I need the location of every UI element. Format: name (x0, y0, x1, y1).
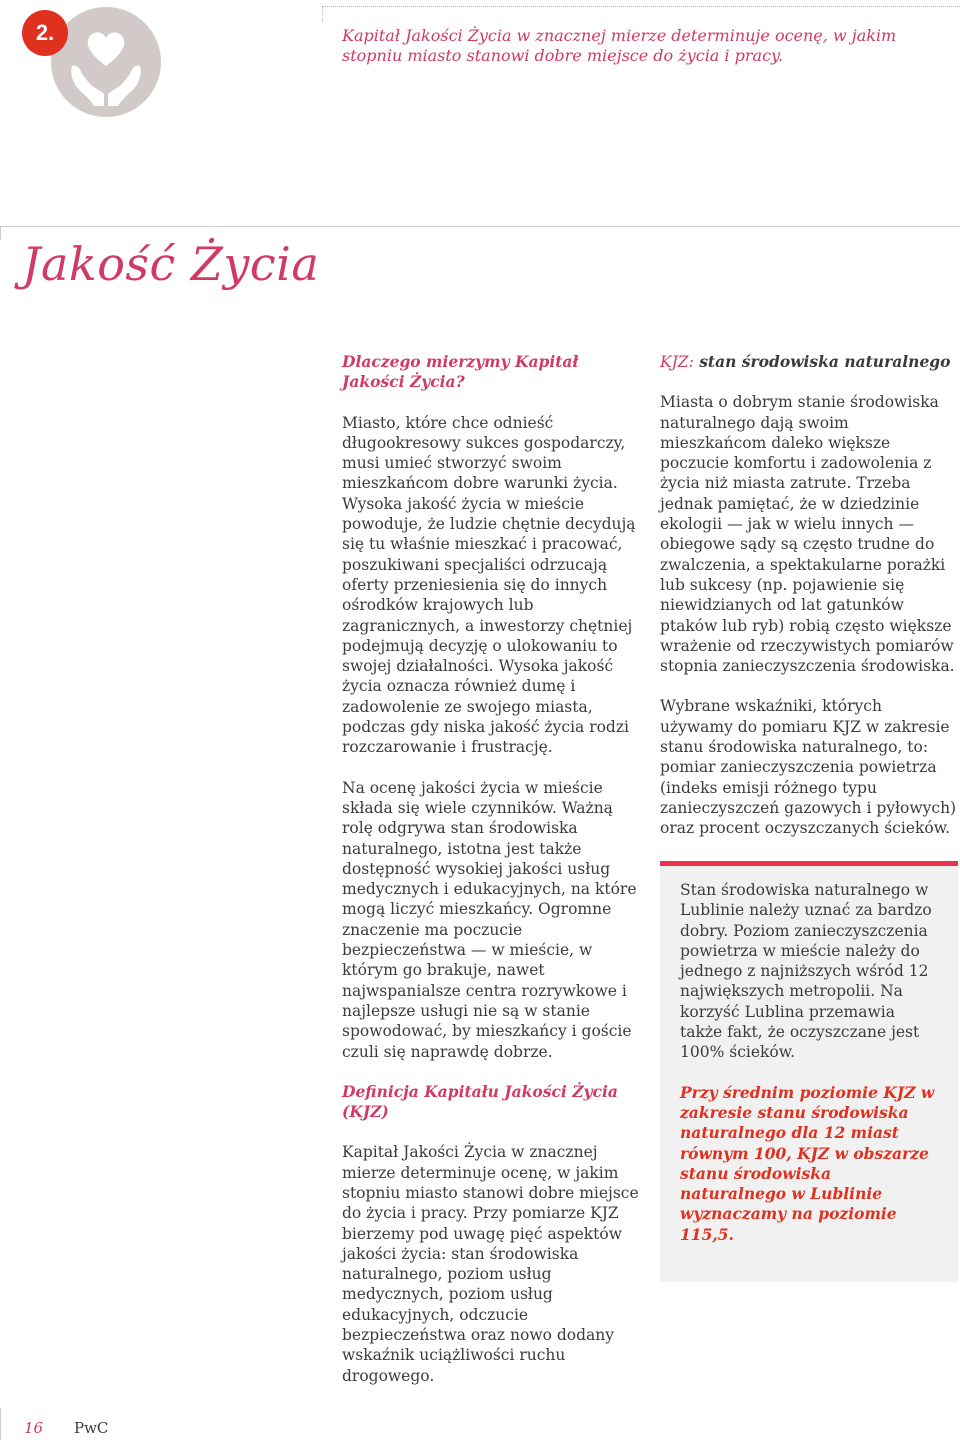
paragraph: Na ocenę jakości życia w mieście składa się wiele czynników. Ważną rolę odgrywa stan środowiska naturalnego, istotna jest także dostępność wysokiej jakości usług medycznych i edukacyjnych, na które mogą liczyć mieszkańcy. Ogromne znaczenie ma poczucie bezpieczeństwa — w mieście, w którym go brakuje, nawet najwspanialsze centra rozrywkowe i najlepsze usługi nie są w stanie spowodować, by mieszkańcy i goście czuli się naprawdę dobrze. (342, 778, 637, 1061)
stat-box (660, 866, 958, 1282)
footer-brand: PwC (74, 1419, 109, 1437)
stat-box-text: Stan środowiska naturalnego w Lublinie należy uznać za bardzo dobry. Poziom zanieczyszczenia powietrza w mieście należy do jednego z najniższych wśród 12 największych metropolii. Na korzyść Lublina przemawia także fakt, że oczyszczane jest 100% ścieków. (680, 881, 932, 1062)
header-quote: Kapitał Jakości Życia w znacznej mierze determinuje ocenę, w jakim stopniu miasto stanowi dobre miejsce do życia i pracy. (342, 26, 897, 65)
page-number: 16 (24, 1419, 44, 1437)
paragraph: Wybrane wskaźniki, których używamy do pomiaru KJZ w zakresie stanu środowiska naturalnego, to: pomiar zanieczyszczenia powietrza (indeks emisji różnego typu zanieczyszczeń gazowych i pyłowych) oraz procent oczyszczanych ścieków. (660, 697, 957, 838)
header-divider (322, 6, 960, 7)
paragraph: Miasto, które chce odnieść długookresowy sukces gospodarczy, musi umieć stworzyć swoim mieszkańcom dobre warunki życia. Wysoka jakość życia w mieście powoduje, że ludzie chętnie decydują się tu właśnie mieszkać i pracować, poszukiwani specjaliści odrzucają oferty przeniesienia się do innych ośrodków krajowych lub zagranicznych, a inwestorzy chętniej podejmują decyzję o ulokowaniu to swojej działalności. Wysoka jakość życia oznacza również dumę i zadowolenie ze swojego miasta, podczas gdy niska jakość życia rodzi rozczarowanie i frustrację. (342, 413, 636, 757)
heading-rest: stan środowiska naturalnego (693, 352, 951, 371)
title-divider-tick (0, 226, 1, 240)
header-divider-tick (322, 6, 323, 22)
right-column (660, 352, 958, 839)
section-heading-definition: Definicja Kapitału Jakości Życia (KJZ) (342, 1081, 618, 1122)
chapter-number-badge: 2. (22, 10, 68, 56)
paragraph: Miasta o dobrym stanie środowiska naturalnego dają swoim mieszkańcom daleko większe poczucie komfortu i zadowolenia z życia niż miasta zatrute. Trzeba jednak pamiętać, że w dziedzinie ekologii — jak w wielu innych — obiegowe sądy są często trudne do zwalczenia, a spektakularne porażki lub sukcesy (np. pojawienie się niewidzianych od lat gatunków ptaków lub ryb) robią często większe wrażenie od rzeczywistych pomiarów stopnia zanieczyszczenia środowiska. (660, 393, 955, 676)
section-heading-why: Dlaczego mierzymy Kapitał Jakości Życia? (342, 352, 579, 392)
paragraph: Kapitał Jakości Życia w znacznej mierze determinuje ocenę, w jakim stopniu miasto stanowi dobre miejsce do życia i pracy. Przy pomiarze KJZ bierzemy pod uwagę pięć aspektów jakości życia: stan środowiska naturalnego, poziom usług medycznych, poziom usług edukacyjnych, odczucie bezpieczeństwa oraz nowo dodany wskaźnik uciążliwości ruchu drogowego. (342, 1143, 639, 1385)
title-divider (0, 226, 960, 227)
stat-box-highlight: Przy średnim poziomie KJZ w zakresie stanu środowiska naturalnego dla 12 miast równym 100, KJZ w obszarze stanu środowiska naturalnego w Lublinie wyznaczamy na poziomie 115,5. (680, 1082, 935, 1244)
heart-in-hands-icon (50, 6, 162, 118)
heading-prefix: KJZ: (660, 353, 694, 371)
left-column (342, 352, 642, 1386)
section-heading-environment (660, 352, 958, 372)
page-title: Jakość Życia (22, 237, 320, 291)
footer-divider (0, 1408, 1, 1440)
